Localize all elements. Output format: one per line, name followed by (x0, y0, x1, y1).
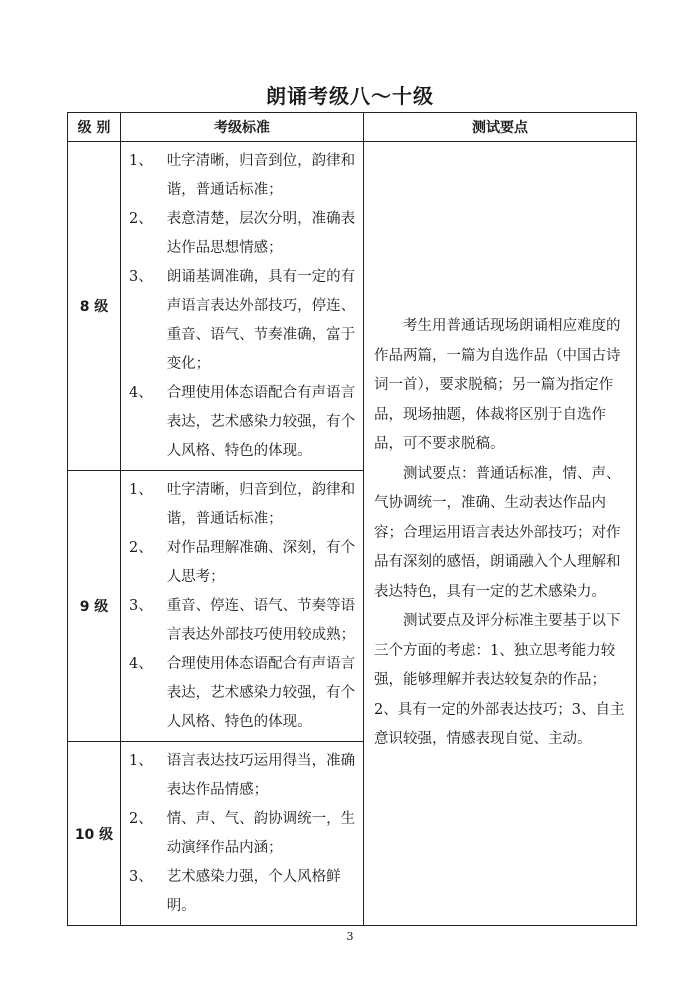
standard-item (129, 379, 357, 466)
item-number: 1、 (129, 753, 153, 769)
page-number: 3 (346, 930, 354, 943)
page-title: 朗诵考级八～十级 (266, 84, 434, 108)
level-cell: 10 级 (68, 742, 121, 926)
item-text: 艺术感染力强，个人风格鲜明。 (166, 869, 341, 914)
item-text: 语言表达技巧运用得当，准确表达作品情感； (166, 753, 356, 798)
item-number: 1、 (129, 153, 153, 169)
test-points-paragraph: 测试要点：普通话标准，情、声、气协调统一，准确、生动表达作品内容；合理运用语言表达外部技巧；对作品有深刻的感悟，朗诵融入个人理解和表达特色，具有一定的艺术感染力。 (374, 465, 621, 600)
item-number: 2、 (129, 540, 153, 556)
standard-cell (121, 742, 364, 926)
item-text: 吐字清晰，归音到位，韵律和谐，普通话标准； (166, 482, 356, 527)
standard-cell (121, 471, 364, 742)
level-cell: 8 级 (68, 142, 121, 471)
standard-item (129, 805, 357, 863)
standard-item (129, 747, 357, 805)
item-text: 朗诵基调准确，具有一定的有声语言表达外部技巧，停连、重音、语气、节奏准确，富于变化； (166, 269, 356, 372)
test-points-paragraph: 考生用普通话现场朗诵相应难度的作品两篇，一篇为自选作品（中国古诗词一首），要求脱稿；另一篇为指定作品，现场抽题，体裁将区别于自选作品，可不要求脱稿。 (374, 318, 621, 453)
item-number: 4、 (129, 656, 153, 672)
grade-standards-table (67, 112, 637, 926)
standard-item (129, 650, 357, 737)
standard-item (129, 263, 357, 379)
standard-item (129, 205, 357, 263)
test-points-paragraph: 测试要点及评分标准主要基于以下三个方面的考虑：1、独立思考能力较强，能够理解并表达较复杂的作品；2、具有一定的外部表达技巧；3、自主意识较强，情感表现自觉、主动。 (374, 613, 625, 748)
test-points-cell (364, 142, 637, 926)
item-text: 表意清楚，层次分明，准确表达作品思想情感； (166, 211, 356, 256)
standard-item (129, 592, 357, 650)
header-level: 级 别 (68, 113, 121, 142)
header-standard: 考级标准 (121, 113, 364, 142)
table-row-level-8 (68, 142, 637, 471)
header-points: 测试要点 (364, 113, 637, 142)
standard-item (129, 534, 357, 592)
item-number: 3、 (129, 869, 153, 885)
item-number: 2、 (129, 211, 153, 227)
table-header-row (68, 113, 637, 142)
standard-item (129, 476, 357, 534)
standard-item (129, 147, 357, 205)
standard-item (129, 863, 357, 921)
item-number: 3、 (129, 598, 153, 614)
item-text: 合理使用体态语配合有声语言表达，艺术感染力较强，有个人风格、特色的体现。 (166, 656, 356, 730)
item-number: 3、 (129, 269, 153, 285)
item-number: 1、 (129, 482, 153, 498)
item-number: 4、 (129, 385, 153, 401)
item-text: 重音、停连、语气、节奏等语言表达外部技巧使用较成熟； (166, 598, 356, 643)
item-text: 情、声、气、韵协调统一，生动演绎作品内涵； (166, 811, 356, 856)
standard-cell (121, 142, 364, 471)
level-cell: 9 级 (68, 471, 121, 742)
item-text: 吐字清晰，归音到位，韵律和谐，普通话标准； (166, 153, 356, 198)
item-text: 合理使用体态语配合有声语言表达，艺术感染力较强，有个人风格、特色的体现。 (166, 385, 356, 459)
item-number: 2、 (129, 811, 153, 827)
item-text: 对作品理解准确、深刻，有个人思考； (166, 540, 356, 585)
